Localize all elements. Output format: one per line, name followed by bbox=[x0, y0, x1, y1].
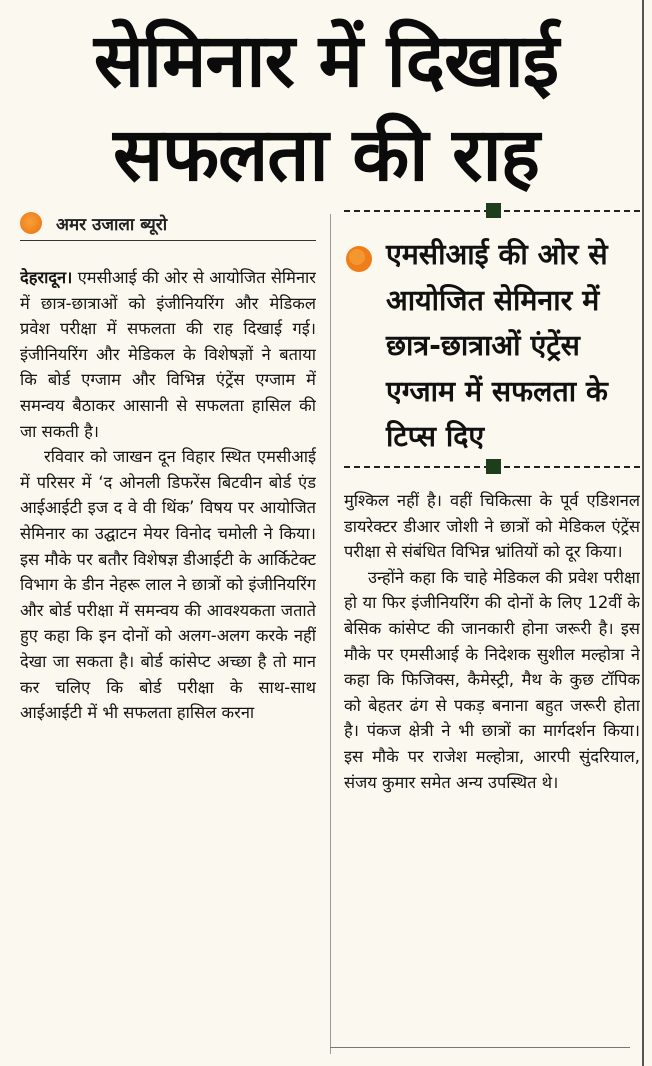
byline-text: अमर उजाला ब्यूरो bbox=[56, 214, 168, 235]
clipping-edge bbox=[642, 0, 644, 1066]
paragraph-1-text: एमसीआई की ओर से आयोजित सेमिनार में छात्र-छात्राओं को इंजीनियरिंग और मेडिकल प्रवेश परीक्षा में सफलता की राह दिखाई गई। इंजीनियरिंग और मेडिकल के विशेषज्ञों ने बताया कि बोर्ड एग्जाम और विभिन्न एंट्रेंस एग्जाम में समन्वय बैठाकर आसानी से सफलता हासिल की जा सकती है। bbox=[20, 268, 316, 441]
headline bbox=[0, 14, 652, 202]
bottom-rule bbox=[330, 1047, 630, 1048]
divider-square-icon bbox=[486, 203, 501, 218]
article-paragraph-4: उन्होंने कहा कि चाहे मेडिकल की प्रवेश परीक्षा हो या फिर इंजीनियरिंग की दोनों के लिए 12वीं के बेसिक कांसेप्ट की जानकारी होना जरूरी है। इस मौके पर एमसीआई के निदेशक सुशील मल्होत्रा ने कहा कि फिजिक्स, कैमेस्ट्री, मैथ के कुछ टॉपिक को बेहतर ढंग से पकड़ बनाना बहुत जरूरी होता है। पंकज क्षेत्री ने भी छात्रों का मार्गदर्शन किया। इस मौके पर राजेश मल्होत्रा, आरपी सुंदरियाल, संजय कुमार समेत अन्य उपस्थित थे। bbox=[344, 567, 640, 792]
column-divider bbox=[330, 214, 331, 1054]
article-paragraph-1 bbox=[20, 265, 316, 444]
headline-line-2: सफलता की राह bbox=[113, 112, 539, 198]
byline bbox=[20, 206, 316, 241]
bullet-dot-icon bbox=[20, 212, 42, 234]
pull-quote: एमसीआई की ओर से आयोजित सेमिनार में छात्र-छात्राओं एंट्रेंस एग्जाम में सफलता के टिप्स दिए bbox=[386, 238, 608, 453]
article-column-right bbox=[344, 488, 640, 1048]
divider-square-icon bbox=[486, 459, 501, 474]
article-column-left bbox=[20, 265, 316, 1055]
headline-line-1: सेमिनार में दिखाई bbox=[93, 18, 559, 104]
dateline: देहरादून। bbox=[20, 268, 73, 287]
article-paragraph-3: मुश्किल नहीं है। वहीं चिकित्सा के पूर्व एडिशनल डायरेक्टर डीआर जोशी ने छात्रों को मेडिकल एंट्रेंस परीक्षा से संबंधित विभिन्न भ्रांतियों को दूर किया। bbox=[344, 491, 640, 562]
article-paragraph-2: रविवार को जाखन दून विहार स्थित एमसीआई में परिसर में ‘द ओनली डिफरेंस बिटवीन बोर्ड एंड आईआईटी इज द वे वी थिंक’ विषय पर आयोजित सेमिनार का उद्घाटन मेयर विनोद चमोली ने किया। इस मौके पर बतौर विशेषज्ञ डीआईटी के आर्किटेक्ट विभाग के डीन नेहरू लाल ने छात्रों को इंजीनियरिंग और बोर्ड परीक्षा में समन्वय की आवश्यकता जताते हुए कहा कि इन दोनों को अलग-अलग करके नहीं देखा जा सकता है। बोर्ड कांसेप्ट अच्छा है तो मान कर चलिए कि बोर्ड परीक्षा के साथ-साथ आईआईटी में भी सफलता हासिल करना bbox=[20, 447, 316, 723]
bullet-dot-icon bbox=[344, 244, 374, 274]
